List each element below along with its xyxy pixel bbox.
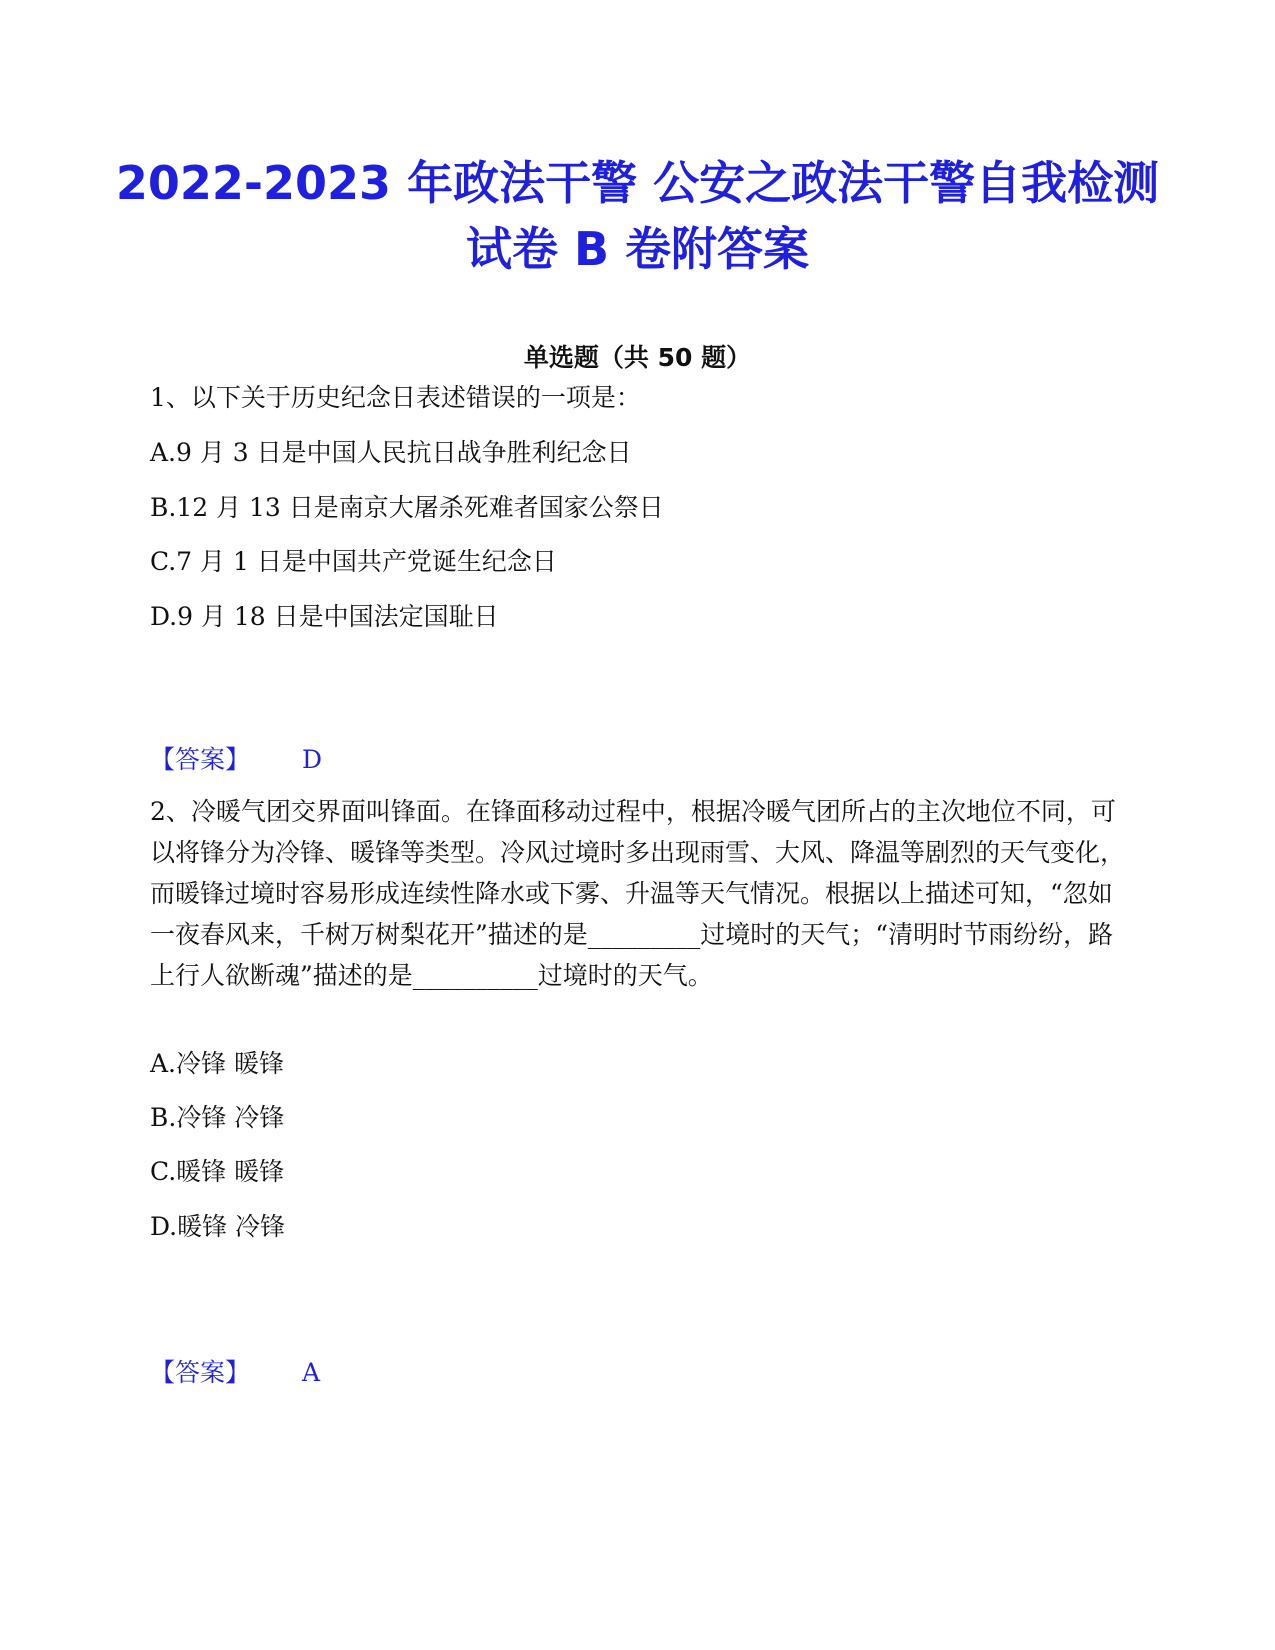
answer-value: A (302, 1358, 321, 1387)
answer-label: 【答案】 (150, 1358, 251, 1387)
question-2-option-a: A.冷锋 暖锋 (150, 1049, 284, 1078)
question-2-option-b: B.冷锋 冷锋 (150, 1103, 285, 1132)
question-1-answer (150, 740, 322, 776)
question-2-stem: 2、冷暖气团交界面叫锋面。在锋面移动过程中，根据冷暖气团所占的主次地位不同，可以将锋分为冷锋、暖锋等类型。冷风过境时多出现雨雪、大风、降温等剧烈的天气变化，而暖锋过境时容易形成连续性降水或下雾、升温等天气情况。根据以上描述可知，“忽如一夜春风来，千树万树梨花开”描述的是_________过境时的天气；“清明时节雨纷纷，路上行人欲断魂”描述的是__________过境时的天气。 (150, 797, 1126, 990)
answer-label: 【答案】 (150, 745, 251, 774)
section-heading: 单选题（共 50 题） (523, 343, 752, 372)
question-1-option-a: A.9 月 3 日是中国人民抗日战争胜利纪念日 (150, 438, 632, 467)
question-2-option-d: D.暖锋 冷锋 (150, 1212, 286, 1241)
answer-value: D (302, 745, 323, 774)
question-1-option-d: D.9 月 18 日是中国法定国耻日 (150, 602, 499, 631)
question-2-option-c: C.暖锋 暖锋 (150, 1157, 285, 1186)
question-1-stem: 1、以下关于历史纪念日表述错误的一项是： (150, 383, 641, 412)
question-1-option-b: B.12 月 13 日是南京大屠杀死难者国家公祭日 (150, 493, 664, 522)
question-1-option-c: C.7 月 1 日是中国共产党诞生纪念日 (150, 547, 557, 576)
document-title: 2022-2023 年政法干警 公安之政法干警自我检测试卷 B 卷附答案 (115, 156, 1160, 276)
question-2-answer (150, 1353, 320, 1389)
